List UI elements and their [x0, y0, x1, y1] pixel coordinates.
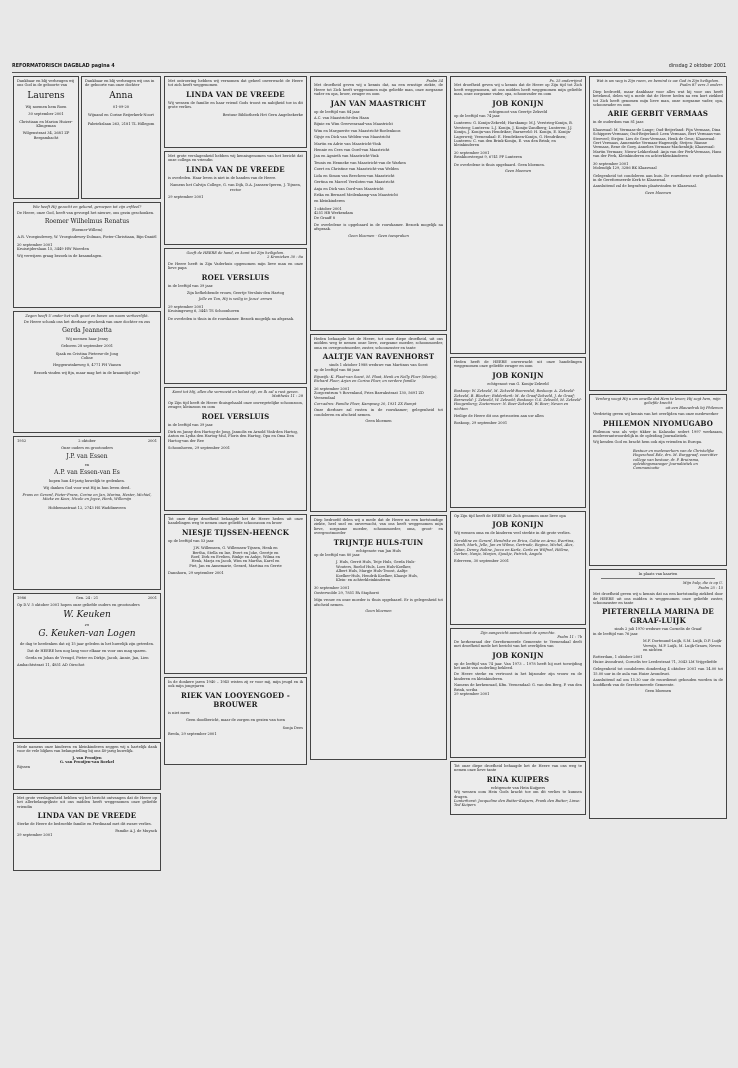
ad-sub: hopen hun 40-jarig huwelijk te gedenken. [48, 479, 125, 484]
ad-date: 29 september 2001 [17, 833, 53, 838]
ad-body: in de leeftijd van 39 jaar. [168, 422, 214, 427]
birth-announcement-roemer [13, 202, 161, 308]
ad-intro: Dankbaar en blij verheugen wij ons in de geboorte van onze dochter [85, 79, 155, 88]
family-list [314, 116, 443, 204]
ad-body: in de leeftijd van 39 jaar. [168, 283, 214, 288]
deceased-name: RIEK VAN LOOYENGOED - BROUWER [181, 690, 290, 709]
ad-footer: De overleden is thuis in de rouwkamer. Bezoek mogelijk na afspraak. [168, 316, 295, 321]
deceased-name: LINDA VAN DE VREEDE [186, 89, 285, 99]
header-left: REFORMATORISCH DAGBLAD pagina 4 [12, 64, 115, 69]
name-wife: A.P. van Essen-van Es [54, 469, 120, 477]
ad-text: Met droefheid geven wij u kennis dat, na een ernstige ziekte, de Heere tot Zich heeft weggenomen mijn geliefde man, onze zorgzame vader en opa, broer, zwager en oom [314, 83, 443, 97]
ad-body-2: Heilige de Heere dit ons getroosten aan uw allen [454, 414, 544, 419]
ad-body-2: Gelegenheid tot condoleren donderdag 4 oktober 2001 van 14.00 tot 15.00 uur in de aula van Huize Avondrust. [593, 667, 723, 676]
ad-signature: Namens de kerkenraad, Kfm. Veenendaal: G. van den Berg, P. van den Brink, scriba [454, 683, 582, 692]
deceased-name: RINA KUIPERS [486, 774, 550, 784]
obituary-niesje-tijssen-heenck [164, 514, 307, 674]
ad-footer: Wij verwijzen graag bezoek in de kraamdagen. [17, 254, 103, 259]
obituary-riek-van-looyengoed [164, 677, 307, 765]
obituary-jan-van-maastricht [310, 76, 447, 331]
obituary-job-konijn-church [450, 628, 586, 758]
ad-text: Met grote verslagenheid hebben wij kennisgenomen van het bericht dat onze collega en vriendin [168, 154, 303, 163]
scripture-reference: Psalm 87 vers 3 onderr. [679, 83, 723, 88]
ad-date: 30 september 2001 [314, 586, 350, 591]
ad-kids: Coline [81, 356, 93, 361]
ad-address: Dannhorn, 29 september 2001 [168, 571, 224, 576]
obituary-job-konijn-zekveld [450, 357, 586, 508]
ad-address: Oosterwolde 29, 7851 PA Staphorst [314, 590, 380, 595]
deceased-name: JAN VAN MAASTRICHT [330, 98, 427, 108]
scripture-reference: Psalm 11 : 7b [557, 635, 582, 640]
family-list-item: A.C. van Maastricht-den Haan [314, 116, 369, 121]
family-list-item: Teunis en Henneke van Maastricht-van de Warken [314, 160, 406, 165]
thank-you-van-prooijen [13, 742, 161, 790]
ad-sub: sinds 2 juli 1970 weduwe van Cornelis de Graaf [614, 627, 702, 632]
ad-address: Breda, 29 september 2001 [168, 732, 217, 737]
header-right: dinsdag 2 oktober 2001 [668, 64, 726, 69]
ad-address: Zorgcentrum 't Bovenland, Fries Barrakstraat 130, 5691 ZD Veenendaal [314, 391, 424, 400]
deceased-name: JOB KONIJN [492, 370, 544, 380]
ad-body: op de leeftijd van 80 jaar. [314, 553, 361, 558]
ad-text: In de donkere jaren 1940 – 1945 wisten zij er voor mij, mijn jeugd en ik ook mijn jongejaren [168, 680, 303, 689]
ad-text: Tot onze diepe droefheid behaagde het de Heere heden uit onze handelingen weg te nemen onze geliefde schoonzoon en broer [168, 517, 303, 526]
page-header [12, 62, 726, 73]
ad-address: Ambachtstraat 11, 4851 AD Oirschot [17, 663, 85, 668]
ad-body-2: Wij kenden God en bracht hem ook zijn vrienden in Europa. [593, 440, 703, 445]
family-list-item: Coert en Christine van Maastricht-van Welden [314, 167, 399, 172]
ad-place: Rijssen [17, 764, 31, 769]
ad-body: in de ouderdom van 81 jaar. [593, 120, 645, 125]
ad-date: 01-09-20 [112, 104, 130, 109]
ad-body: Wij wensen oom Hein Gods kracht toe om dit verlies te kunnen dragen. [454, 790, 582, 799]
scripture-reference: Mattheüs 11 : 28 [271, 394, 303, 399]
ad-sub: Wij wensen oma en de kinderen veel sterkte in dit grote verlies. [454, 531, 571, 536]
ad-signature: Namens het Calvijn College, G. van Dijk, D.A. Janssen-Iperen, J. Tijssen, rector [170, 183, 301, 192]
ad-text: Mede namens onze kinderen en kleinkinderen zeggen wij u hartelijk dank voor de vele blijken van belangstelling bij ons 40-jarig huwelijk. [17, 745, 157, 754]
ad-intro: Dankbaar en blij verheugen wij ons God in de geboorte van [17, 79, 75, 88]
ad-family: J. Huls, Gerrit Huls, Teije Huls, Gerda Huls-Wouters, Roelof Huls, Loes Huls-Koelker, Albert Huls, Margje Huls-Troost, Aaltje Koelker-Huls, Hendrik Koelker, Klaasje Huls, Klein- en achterkleinkinderen [336, 560, 418, 583]
deceased-name: PIETERNELLA MARINA DE GRAAF-LUIJK [602, 607, 714, 626]
scripture-reference: Psalm 25 : 15 [698, 585, 723, 590]
deceased-name: AALTJE VAN RAVENHORST [322, 352, 435, 362]
ad-family: Geen doodbericht, maar de zorgen en gezien van toen [186, 718, 285, 723]
ad-quote: Wie heeft Hij gezocht en gekend, geroepen tot zijn erfdeel? [32, 205, 142, 209]
scripture-reference: Gen. 24 : 21 [75, 596, 99, 600]
ad-body-2: Gelegenheid tot condoleren aan huis. De rouwdienst wordt gehouden in de Gereformeerde Kerk te Klaaswaal. [593, 173, 723, 182]
obituary-rina-kuipers [450, 761, 586, 815]
ad-address: Kruisingsweg 6, 3445 TS Schoonhoven [168, 309, 240, 314]
ad-body: op de leeftijd van 84 jaar. [314, 109, 361, 114]
ad-quote: Wat is uw weg is Zijn roem, en bemind is uw God in Zijn heiligdom. [596, 79, 720, 83]
ad-text: De kerkenraad der Gereformeerde Gemeente te Veenendaal deelt met droefheid mede het bericht van het overlijden van [454, 639, 582, 649]
deceased-name: ROEL VERSLUIS [201, 411, 270, 421]
ad-signature: Geen bloemen [504, 169, 532, 174]
obituary-roel-versluis-family [164, 248, 307, 384]
condolence-linda-van-de-vreede-college [164, 151, 307, 245]
ad-sub: echtgenote van Hein Kuijpers [490, 785, 546, 790]
ad-sub: echtgenote van Jan Huls [356, 548, 401, 553]
ad-signature: Bestuur Bibliotheek Het Gern Angelsekerke [222, 112, 303, 117]
ad-date: 26 september 2001 [314, 386, 350, 391]
ad-family: J.W. Willemsen, G. Willemsen-Tijssen, Henk en Bertha, Stella en Ine, Evert en Joke, Geertje en Roef, Dirk en Evelien, Rinkje en Aukje, Wilma en Henk, Marja en Jacob, Wim en Martha, Karel en Piet, Jan en Annemarie, Gerard, Martina en Gerrie [189, 546, 282, 568]
year-end: 2001 [147, 596, 157, 600]
ad-footer: Bezoek vinden wij fijn, maar mag het in de kraamtijd zijn? [33, 370, 141, 375]
ad-body: Sterke de Heere de bedroefde familie en Ferdinand met dit zware verlies. [17, 822, 152, 827]
family-list-item: Gijsje en Dick van Welden-van Maastricht [314, 135, 391, 140]
ad-date: 1 oktober 2001 [314, 206, 342, 211]
year-start: 1952 [17, 439, 27, 443]
ad-body-3: Aansluitend zal om 15.30 uur de rouwdienst gehouden worden in de hoofdkerk van de Gereformeerde Gemeente. [593, 678, 723, 687]
ad-parents: Wijnand en Corine Reijerkerk-Noort [88, 113, 154, 118]
ad-text: Met ontroering hebben wij vernomen dat geheel onverwacht de Heere tot zich heeft weggenomen [168, 79, 303, 88]
family-list-item: Bijnie en Wim Greevenraad-van Maastricht [314, 122, 393, 127]
family-list-item: Anja en Dick van Oord-van Maastricht [314, 186, 384, 191]
ad-date: 30 september 2001 [28, 112, 64, 117]
deceased-name: LINDA VAN DE VREEDE [186, 164, 285, 174]
ad-address: Molendijk 129, 3286 BK Klaaswaal [593, 166, 657, 171]
ad-sub: de dag te herdenken dat zij 15 jaar geleden in het huwelijk zijn getreden. [19, 642, 155, 647]
ad-name: J. van Prooijen [72, 755, 102, 760]
ad-parents: Christiaan en Marion Huizer-Klingeman [19, 119, 73, 129]
ad-sub: Wij noemen hem Roen [25, 104, 67, 109]
ad-signature: Geen bloemen [365, 419, 392, 424]
family-list-item: Jan en Agnieth van Maastricht-Vink [314, 154, 379, 159]
deceased-name: JOB KONIJN [492, 520, 544, 530]
family-list-item: Martin en Adrie van Maastricht-Vink [314, 141, 381, 146]
ad-text: Op Zijn tijd heeft de HEERE tot Zich genomen onze lieve opa [454, 514, 566, 518]
ad-family: Geraldine en Gerard, Hendrike en Erica, Cobie en Arno, Evertina, Mardi, Mark, Jelle, Jan en Wilma, Gertrude, Regina, Michel, Alex, Julian, Denny, Roline, Jacco en Karla, Carla en Wilfred, Hélène, Gerben, Nanja, Marjan, Sjoukje, Patrick, Angela [454, 538, 575, 557]
ad-family: Rijswijk: K. Plaat-van Soest, M. Plaat, Henk en Nelly Ploer (Marija), Richard Ploer, Arjan en Corina Ploer, en verdere familie [314, 375, 438, 384]
ad-body-2: De Heere sterke en vertroost in het bijzonder zijn vrouw en de kinderen en kleinkinderen. [454, 672, 582, 681]
ad-text: De Heere heeft in Zijn Vaderhuis opgenomen mijn lieve man en onze lieve papa [168, 261, 303, 271]
ad-family: Zijn liefhebbende vrouw, Geertje Versluis-den Hartog [186, 291, 285, 296]
ad-quote: Zijn aangezicht aanschouwt de oprechte. [480, 631, 556, 635]
ad-address: Wilgenstraat 34, 2681 ZP Bergambacht [22, 131, 70, 140]
ad-address: Kruisrijderslaan 15, 3449 HW Woerden [17, 247, 89, 252]
family-list-item: Erika en Bernard Meilenkamp-van Maastricht [314, 192, 398, 197]
ad-text: Verdrietig geven wij kennis van het overlijden van onze medewerker [593, 412, 719, 417]
ad-quote: Geeft de HEERE de hand, en komt tot Zijn heiligdom. [186, 251, 285, 255]
obituary-job-konijn-family [450, 76, 586, 354]
ad-body: is overleden. Haar leven is niet in de handen van de Heere. [168, 175, 277, 180]
obituary-roel-versluis-in-laws [164, 387, 307, 511]
family-list-item: Hennie en Cees van Oord-van Maastricht [314, 148, 390, 153]
ad-kids: Jelle en Ton, Hij is veilig in Jezus' armen [198, 297, 273, 302]
ad-text: Diep bedroefd delen wij u mede dat de Heere na een kortstondige ziekte, heel snel en onverwacht, van ons heeft weggenomen mijn lieve, zorgzame moeder, schoonmoeder, oma, groot- en overgrootmoeder [314, 518, 443, 536]
ad-signature: Sonja Dees [282, 725, 303, 730]
child-name: Anna [109, 90, 133, 101]
ad-body: op de leeftijd van 86 jaar. [314, 367, 361, 372]
ad-address: Boskoop, 29 september 2001 [454, 420, 508, 425]
ad-intro: Onze ouders en grootouders [61, 446, 113, 451]
ad-address: Heggenwinkeweg 8, 4771 PH Vianen [53, 363, 121, 368]
ad-body-2: De overledene is opgebaard in de rouwkamer. Bezoek mogelijk na afspraak. [314, 222, 443, 232]
ad-body: op de leeftijd van 74 jaar. Van 1973 – 1978 heeft hij met toewijding het ambt van ouderling bekleed. [454, 661, 582, 671]
ad-family: Familie A.J. de Muynck [115, 828, 157, 833]
ad-address: Schoonhoven, 29 september 2001 [168, 446, 231, 451]
ad-heading: In plaats van kaarten [638, 572, 678, 576]
child-name: Laurens [27, 90, 65, 101]
name-conjunction: en [84, 622, 90, 627]
ad-family: Frans en Gerard, Pieter-Frans, Corine en Jan, Marina, Hester, Michiel, Mieke en Kees, Nicole en Joyce, Henk, Willemijn [22, 493, 152, 502]
deceased-name: PHILEMON NIYOMUGABO [602, 418, 714, 428]
year-end: 2001 [147, 439, 157, 443]
year-start: 1986 [17, 596, 27, 600]
ad-signature: Bestuur en medewerkers van de Christelijke Hogeschool Ede, drs. M. Burggraaf, voorzitter college van bestuur, dr. P. Bruinsma, opleidingsmanager Journalistiek en Communicatie [633, 448, 718, 471]
ad-intro: Op D.V. 5 oktober 2001 hopen onze geliefde ouders en grootouders [17, 603, 140, 608]
ad-family: Dirk en Janny den Hartog-de Jong, Jannolis en Arnold Vink-den Hartog, Anton en Lydia den Hartog-Mul, Floris den Hartog, Opa en Oma Den Hartog-van der Ree [168, 430, 298, 443]
name-husband: W. Keuken [63, 609, 111, 620]
ad-address-2: De Graaff 8 [314, 215, 336, 220]
ad-intro: De Heere, onze God, heeft van gevoegd het nieuwe, ons gezin geschonken. [17, 211, 155, 216]
scripture-reference: Psalm 34 [426, 79, 443, 83]
ad-date: 29 september 2001 [168, 195, 204, 200]
name-conjunction: en [84, 462, 90, 467]
ad-signature: Geen bloemen · Geen toespraken [348, 233, 409, 238]
ad-sub: (Roemer-Willem) [71, 227, 103, 232]
birth-announcement-gerda [13, 311, 161, 433]
scripture-reference: Ps. 25 onderrijmd [549, 79, 582, 83]
ad-body-3: Aansluitend zal de begrafenis plaatsvinden te Klaaswaal. [593, 184, 697, 189]
ad-family: Lunteren: G. Konijn-Zekveld; Harskamp: M.J. Verstrieg-Konijn, B. Versteeg; Lunteren: L.J. Konijn, J. Konijn-Zandberg; Lunteren: J.J. Konijn, J. Konijn-van Hendrikse; Barneveld: H. Konijn, E. Konijn-Lagerweij; Veenendaal: E. Hendriksen-Konijn, G. Hendriksen; Lunteren: C. van den Brink-Konijn, E. van den Brink; en kleinkinderen [454, 121, 573, 148]
name-husband: J.P. van Essen [66, 452, 108, 460]
anniversary-date: 2 oktober [78, 439, 96, 443]
ad-sub: sinds 1 oktober 1988 weduwe van Martinus van Soest [329, 363, 428, 368]
ad-signature: Geen bloemen [644, 688, 672, 693]
ad-text: Met droefheid geven wij u kennis dat de Heere op Zijn tijd tot Zich heeft weggenomen, uit ons midden heeft weggenomen mijn geliefde man, onze zorgzame vader, opa, schoonvader en oom [454, 83, 582, 97]
obituary-trijntje-huls-tuin [310, 515, 447, 760]
ad-family: Boskoop: W. Zekveld, M. Zekveld-Boerendal; Boskoop: A. Zekveld-Zekveld, B. Bleeker; Ridderkerk: M. de Graaf-Zekveld, J. de Graaf; Barneveld: J. Zekveld, W. Zekveld; Boskoop: G.S. Zekveld, M. Zekveld-Hoogenberg; Zoetermeer: N. Boer-Zekveld, W. Boer; Neven en nichten [454, 389, 582, 411]
birth-announcement-laurens [13, 76, 79, 199]
deceased-name: NIESJE TIJSSEN-HEENCK [181, 527, 290, 537]
child-name: Gerda Jeannetta [62, 326, 112, 334]
ad-body: op de leeftijd van 74 jaar. [454, 114, 501, 119]
ad-date: 29 september 2001 [454, 692, 490, 697]
ad-body: in de leeftijd van 76 jaar. [593, 631, 639, 636]
ad-text: Tot onze diepe droefheid behaagde het de Heere van ons weg te nemen onze lieve tante [454, 764, 582, 773]
ad-quote: Komt tot Mij, allen die vermoeid en belast zijt, en Ik zal u rust geven. [172, 390, 299, 394]
anniversary-announcement-van-essen [13, 436, 161, 590]
ad-text: Op Zijn tijd heeft de Heere thuisgehaald onze onvergetelijke schoonzoon, zwager, kleinzoon en oom [168, 400, 303, 410]
ad-text: Met grote verslagenheid hebben wij het bericht ontvangen dat de Heere op het allerbelangrijkste uit ons midden heeft weggenomen onze geliefde vriendin [17, 796, 157, 809]
deceased-name: JOB KONIJN [492, 98, 544, 108]
obituary-aaltje-van-ravenhorst [310, 334, 447, 512]
anniversary-announcement-keuken [13, 593, 161, 739]
ad-sub: Wij noemen haar Jenny [65, 336, 109, 341]
ad-date: 30 september 2001 [593, 161, 629, 166]
ad-intro: De Heere schonk ons het dierbaar geschenk van onze dochter en zus [23, 320, 151, 325]
obituary-philemon-niyomugabo [589, 394, 727, 566]
ad-address: Huize Avondrust, Cornelis ter Leedestraat 71, 3043 LM Vrijgeliefde [593, 659, 717, 664]
ad-family: M.F. Dortmund-Luijk, S.M. Luijk, D.P. Luijk-Verwijs, M.P. Luijk, M. Luijk-Grauw, Neven en nichten [643, 639, 723, 653]
ad-body-2: De overledene is thuis opgebaard. Geen bloemen. [454, 162, 545, 167]
family-list-item: Gertina en Marcel Versloten-van Maastricht [314, 180, 395, 185]
ad-parents: Sjaak en Cristina Pieterse-de Jong [55, 351, 119, 356]
ad-text: Heden heeft de HEERE onverwacht uit onze handelingen weggenomen onze geliefde zwager en oom [454, 360, 582, 369]
birth-announcement-anna [81, 76, 161, 199]
scripture-reference: 2 Kronieken 30 : 8a [267, 255, 303, 260]
ad-body: Wij wensen de familie en haar vriend Gods troost en nabijheid toe in dit grote verlies. [168, 100, 303, 110]
ad-family: Gerda en Johan de Vreugd, Pieter en Dirkje, Jacob, Annie, Jan, Lien [25, 656, 149, 661]
ad-body: is niet meer. [168, 710, 191, 715]
ad-address: Hobbemastraat 12, 2743 HS Waddinxveen [48, 505, 126, 510]
family-list-item: Lida en Simon van Beechem-van Maastricht [314, 173, 395, 178]
ad-body-2: Mijn vrouw en onze moeder is thuis opgebaard. Er is gelegenheid tot afscheid nemen. [314, 598, 443, 607]
ad-text: Diep bedroefd, maar dankbaar voor alles wat hij voor ons heeft betekend, delen wij u mede dat de Heere heden na een kort ziekbed tot Zich heeft genomen mijn lieve man, onze zorgzame vader, opa, schoonvader en oom [593, 89, 723, 108]
ad-date: 29 september 2001 [168, 304, 204, 309]
ad-address: Ederveen, 30 september 2001 [454, 559, 510, 564]
deceased-name: ARIE GERBIT VERMAAS [607, 109, 709, 119]
ad-body: op de leeftijd van 53 jaar. [168, 538, 215, 543]
obituary-job-konijn-grandchildren [450, 511, 586, 625]
ad-body: Philemon was als vrije tikker in Kalasoko sedert 1997 werkzaam, medeverantwoordelijk in de opleiding Journalistiek. [593, 429, 723, 439]
ad-text: Heden behaagde het de Heere, tot onze diepe droefheid, uit ons midden weg te nemen onze lieve, zorgzame moeder, schoonmoeder, oma en overgrootmoeder, zuster, schoonzuster en tante [314, 337, 443, 350]
ad-address: 4251 HB Werkendam [314, 211, 353, 216]
ad-family: Lunterhorst: Jacqueline den Butter-Kuipers, Frank den Butter; Linse: Ted Kuipers [454, 799, 581, 808]
family-list-item: Wim en Marguerite van Maastricht-Roelenkoos [314, 128, 401, 133]
ad-quote: Mijn hulp, die is op U. [682, 581, 723, 586]
ad-sub: echtgenoot van G. Konijn-Zekveld [487, 381, 549, 386]
ad-sub: echtgenoot van Geertje Zekveld [488, 109, 548, 114]
deceased-name: JOB KONIJN [492, 650, 544, 660]
ad-footer: Corr.adres: Familie Ploer, Kampweg 20, 1931 ZX Rumpt [314, 402, 417, 407]
obituary-arie-gerbit-vermaas [589, 76, 727, 391]
ad-thanks: Dat de HEERE hen nog lang voor elkaar en voor ons mag sparen. [27, 648, 147, 653]
ad-text: Met droefheid geven wij u kennis dat na een kortstondig ziekbed door de HEERE uit ons midden is weggenomen onze geliefde zuster, schoonzuster en tante [593, 592, 723, 606]
family-list-item: en kleinkinderen [314, 199, 345, 204]
condolence-linda-van-de-vreede-library [164, 76, 307, 148]
ad-signature: Geen bloemen [644, 190, 672, 195]
ad-family: Klaaswaal: M. Vermaas-de Lange; Oud-Beijerland: Fijn Vermaas, Dina Schippers-Vermaas; Oud-Beijerland: Leen Vermaas, Bert Vermaas-van Steeveel; Strijen: Lies de Geus-Vermaas, Henk de Geus; Klaaswaal: Gert Vermaas, Annemieke Vermaas-Hageneijk; Strijen: Rianne Vermaas, Rene de Goey, Annelies Vermaas-Mackenbijk; Klaaswaal: Martin Vermaas; Nieuw-Lekkerland: Anja van der Ferk-Vermaas, Hans van der Ferk, Kleinkinderen en achterkleinkinderen [593, 127, 722, 159]
ad-address: Fabriekslaan 263, 2181 TL Hillegom [87, 121, 155, 126]
ad-signature: Geen bloemen [365, 609, 392, 614]
ad-date: Geboren 28 september 2001 [60, 344, 114, 349]
ad-thanks: Wij danken God voor wat Hij in hun leven deed. [43, 485, 131, 490]
child-name: Roemer Wilhelmus Renatus [44, 217, 130, 225]
ad-date: 20 september 2001 [454, 150, 490, 155]
ad-name-2: G. van Prooijen-van Roekel [59, 760, 115, 765]
deceased-name: TRIJNTJE HULS-TUIN [333, 537, 424, 547]
obituary-pieternella-de-graaf-luijk [589, 569, 727, 819]
ad-date: 20 september 2001 [17, 242, 53, 247]
name-wife: G. Keuken-van Logen [38, 629, 136, 640]
deceased-name: ROEL VERSLUIS [201, 272, 270, 282]
scripture-reference: uit een Blauwdruk bij Philemon [665, 405, 723, 410]
condolence-linda-van-de-vreede-muynck [13, 793, 161, 871]
ad-address: Brinkhorstergat 9, 6741 PP Lunteren [454, 155, 522, 160]
ad-body-2: Onze dierbare zal rusten in de rouwkamer; gelegenheid tot condoleren en afscheid nemen. [314, 408, 443, 417]
deceased-name: LINDA VAN DE VREEDE [37, 811, 137, 821]
ad-quote: Zegen heeft U onder het volk gezet en boven uw naam verheerlijkt. [25, 314, 149, 318]
ad-quote: Verdorg voegt Hij u om onwille dat Hem te leven; Hij zegt hem, mijn geliefde knecht [595, 397, 721, 406]
ad-date: Rotterdam, 1 oktober 2001 [593, 655, 643, 660]
ad-family: A.R. Vroegindewey, W. Vroegindewey-Dolman, Pieter-Christiaan, Bijn-Daniël [17, 235, 157, 240]
